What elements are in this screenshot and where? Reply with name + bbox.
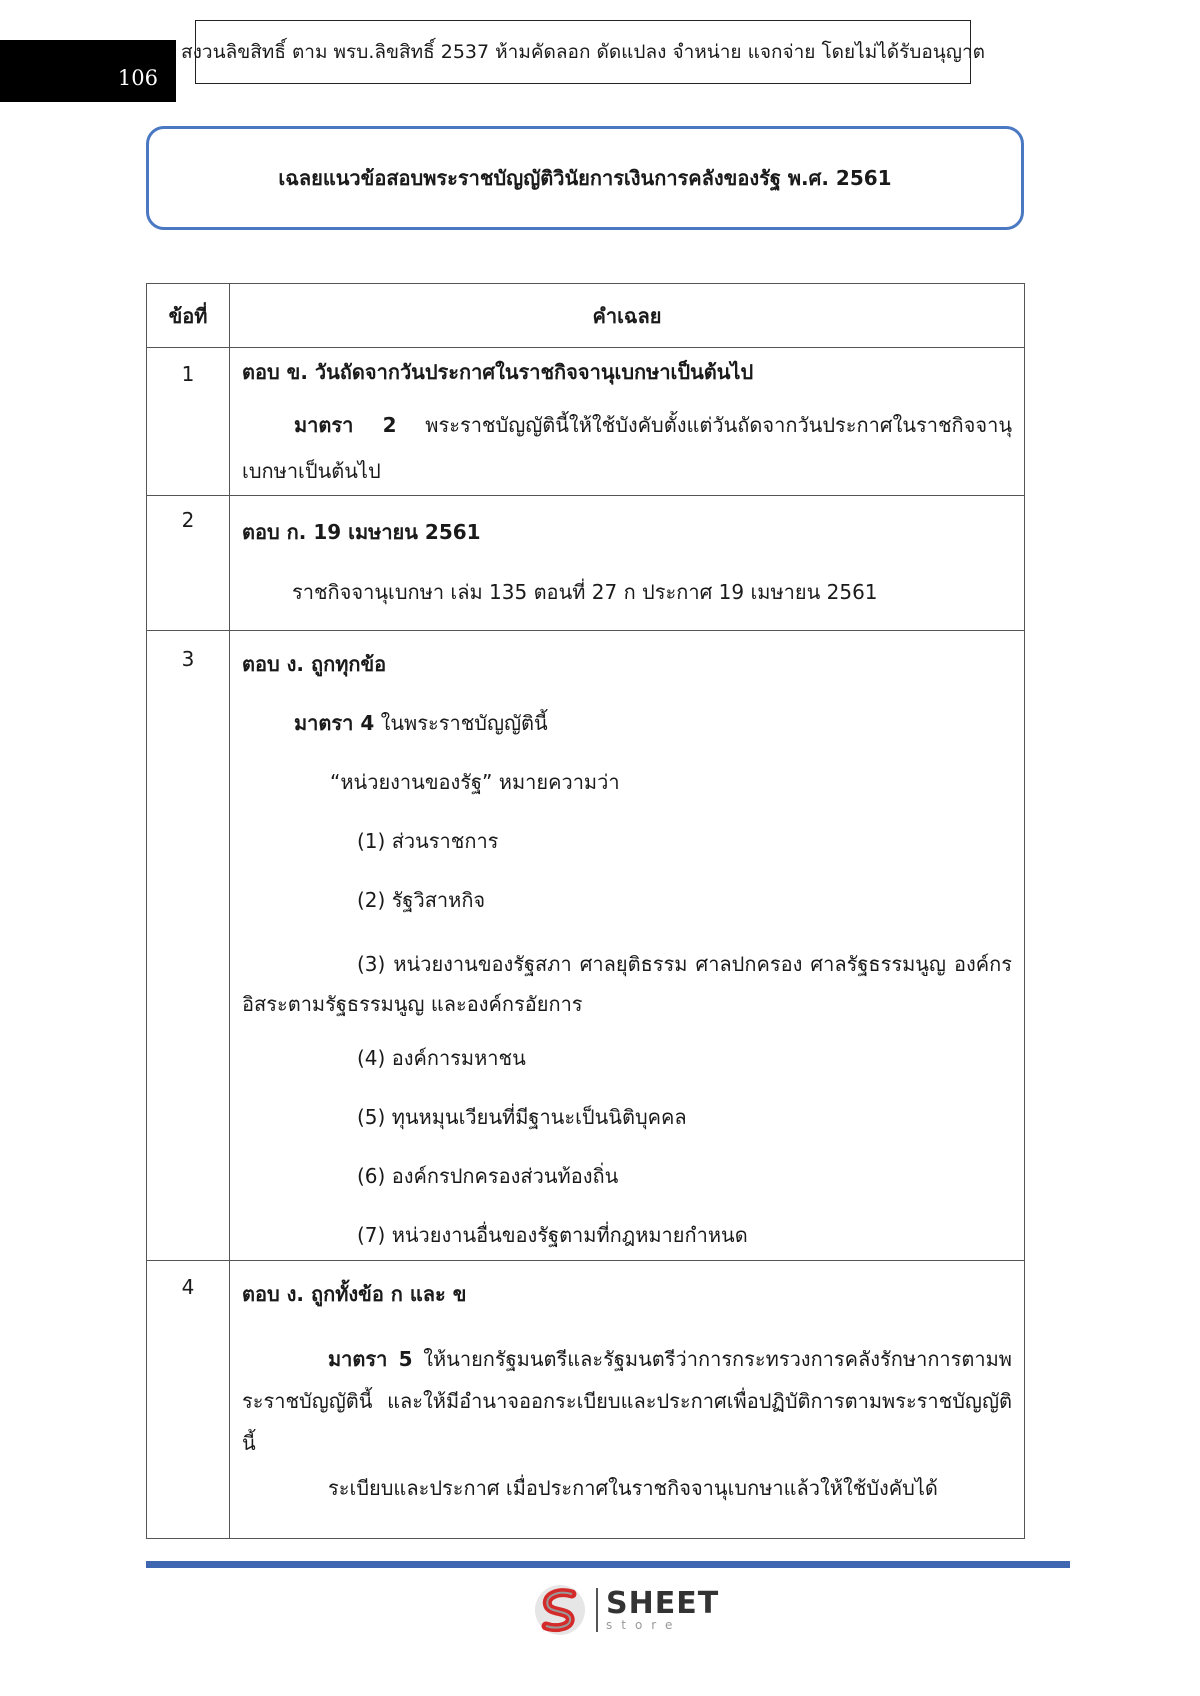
logo-text: [606, 1586, 720, 1632]
table-header-row: [147, 284, 1025, 348]
question-number-text: 1: [181, 362, 195, 386]
page-title-box: [146, 126, 1024, 230]
answer-choice: ตอบ ง. ถูกทั้งข้อ ก และ ข: [242, 1282, 467, 1306]
answer-cell: [230, 1261, 1025, 1539]
copyright-text: สงวนลิขสิทธิ์ ตาม พรบ.ลิขสิทธิ์ 2537 ห้ามคัดลอก ดัดแปลง จำหน่าย แจกจ่าย โดยไม่ได้รับอนุญาต: [181, 41, 985, 63]
list-item: (6) องค์กรปกครองส่วนท้องถิ่น: [357, 1164, 619, 1188]
sheet-store-logo: [532, 1580, 719, 1640]
definition-heading: “หน่วยงานของรัฐ” หมายความว่า: [330, 770, 620, 794]
table-row: [147, 1261, 1025, 1539]
answer-cell: [230, 348, 1025, 496]
list-item: (3) หน่วยงานของรัฐสภา ศาลยุติธรรม ศาลปกครอง ศาลรัฐธรรมนูญ องค์กรอิสระตามรัฐธรรมนูญ และองค์กรอัยการ: [242, 952, 1012, 1016]
section-label: มาตรา 4: [294, 711, 375, 735]
question-number: [147, 496, 230, 631]
question-number-text: 3: [181, 647, 195, 671]
logo-word: SHEET: [606, 1586, 720, 1621]
section-paragraph: [242, 1338, 1012, 1473]
section-paragraph: [242, 402, 1012, 494]
answer-cell: [230, 496, 1025, 631]
section-paragraph: [242, 708, 1012, 767]
section-text: ให้นายกรัฐมนตรีและรัฐมนตรีว่าการกระทรวงการคลังรักษาการตามพระราชบัญญัตินี้ และให้มีอำนาจออกระเบียบและประกาศเพื่อปฏิบัติการตามพระราชบัญญัตินี้: [242, 1347, 1012, 1455]
table-row: [147, 631, 1025, 1261]
logo-subtext: store: [606, 1618, 682, 1632]
list-item: (5) ทุนหมุนเวียนที่มีฐานะเป็นนิติบุคคล: [357, 1105, 687, 1129]
section-label: มาตรา 2: [294, 413, 397, 437]
column-header-number: ข้อที่: [147, 284, 230, 348]
table-row: [147, 348, 1025, 496]
question-number: [147, 631, 230, 1261]
list-item: (4) องค์การมหาชน: [357, 1046, 526, 1070]
sheet-logo-icon: [532, 1582, 588, 1638]
answer-choice: ตอบ ง. ถูกทุกข้อ: [242, 652, 387, 676]
list-item: (7) หน่วยงานอื่นของรัฐตามที่กฎหมายกำหนด: [357, 1223, 748, 1247]
copyright-notice: [181, 20, 985, 84]
section-label: มาตรา 5: [328, 1347, 413, 1371]
answer-choice: ตอบ ก. 19 เมษายน 2561: [242, 520, 481, 544]
table-row: [147, 496, 1025, 631]
question-number: [147, 348, 230, 496]
question-number-text: 4: [181, 1275, 195, 1299]
footer-divider: [146, 1561, 1070, 1568]
list-item: (1) ส่วนราชการ: [357, 829, 499, 853]
page-number-box: [0, 40, 176, 102]
answer-cell: [230, 631, 1025, 1261]
question-number: [147, 1261, 230, 1539]
section-text: ในพระราชบัญญัตินี้: [374, 711, 548, 735]
page-title: เฉลยแนวข้อสอบพระราชบัญญัติวินัยการเงินการคลังของรัฐ พ.ศ. 2561: [278, 166, 892, 190]
gazette-note: ราชกิจจานุเบกษา เล่ม 135 ตอนที่ 27 ก ประกาศ 19 เมษายน 2561: [292, 580, 878, 604]
question-number-text: 2: [181, 508, 195, 532]
section-text: พระราชบัญญัตินี้ให้ใช้บังคับตั้งแต่วันถัดจากวันประกาศในราชกิจจานุเบกษาเป็นต้นไป: [242, 413, 1012, 483]
logo-separator: [596, 1588, 598, 1632]
answer-choice: ตอบ ข. วันถัดจากวันประกาศในราชกิจจานุเบกษาเป็นต้นไป: [242, 360, 754, 384]
regulation-note: ระเบียบและประกาศ เมื่อประกาศในราชกิจจานุเบกษาแล้วให้ใช้บังคับได้: [328, 1476, 938, 1500]
column-header-answer: คำเฉลย: [230, 284, 1025, 348]
answer-table: [146, 283, 1025, 1539]
list-item: (2) รัฐวิสาหกิจ: [357, 888, 486, 912]
page-number: 106: [117, 66, 158, 90]
